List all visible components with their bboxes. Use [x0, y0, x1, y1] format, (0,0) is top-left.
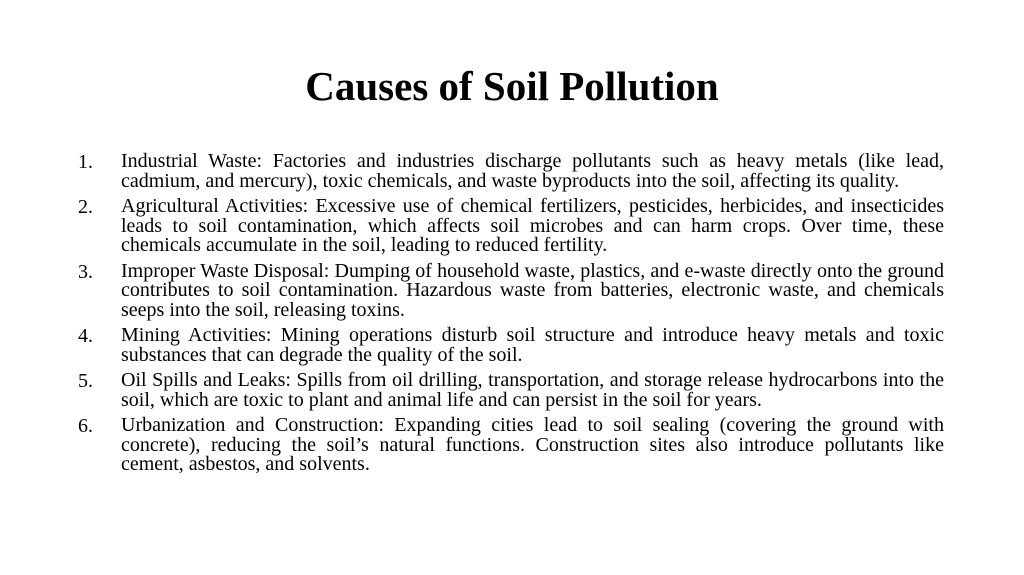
list-item [78, 259, 944, 321]
list-item [78, 197, 944, 256]
list-item-number: 2. [78, 196, 93, 218]
list-item-text: Mining Activities: Mining operations disturb soil structure and introduce heavy metals and toxic substances that can degrade the quality of the soil. [121, 324, 944, 366]
list-item [78, 326, 944, 365]
list-item [78, 371, 944, 410]
list-item [78, 152, 944, 191]
slide-title: Causes of Soil Pollution [305, 63, 719, 109]
list-item-text: Oil Spills and Leaks: Spills from oil drilling, transportation, and storage release hydrocarbons into the soil, which are toxic to plant and animal life and can persist in the soil for years. [121, 369, 944, 411]
list-item-number: 3. [78, 260, 93, 283]
list-item-text: Agricultural Activities: Excessive use of chemical fertilizers, pesticides, herbicides, and insecticides leads to soil contamination, which affects soil microbes and can harm crops. Over time, these chemicals accumulate in the soil, leading to reduced fertility. [121, 195, 944, 256]
list-item-text: Improper Waste Disposal: Dumping of household waste, plastics, and e-waste directly onto the ground contributes to soil contamination. Hazardous waste from batteries, electronic waste, and chemicals seeps into the soil, releasing toxins. [121, 259, 944, 321]
list-item-text: Urbanization and Construction: Expanding cities lead to soil sealing (covering the ground with concrete), reducing the soil’s natural functions. Construction sites also introduce pollutants like cement, asbestos, and solvents. [121, 414, 944, 475]
list-item-number: 5. [78, 370, 93, 392]
list-item-number: 4. [78, 325, 93, 347]
list-item-number: 6. [78, 415, 93, 437]
causes-list [78, 152, 944, 481]
list-item-text: Industrial Waste: Factories and industries discharge pollutants such as heavy metals (like lead, cadmium, and mercury), toxic chemicals, and waste byproducts into the soil, affecting its quality. [121, 150, 944, 192]
list-item-number: 1. [78, 151, 93, 173]
list-item [78, 416, 944, 475]
